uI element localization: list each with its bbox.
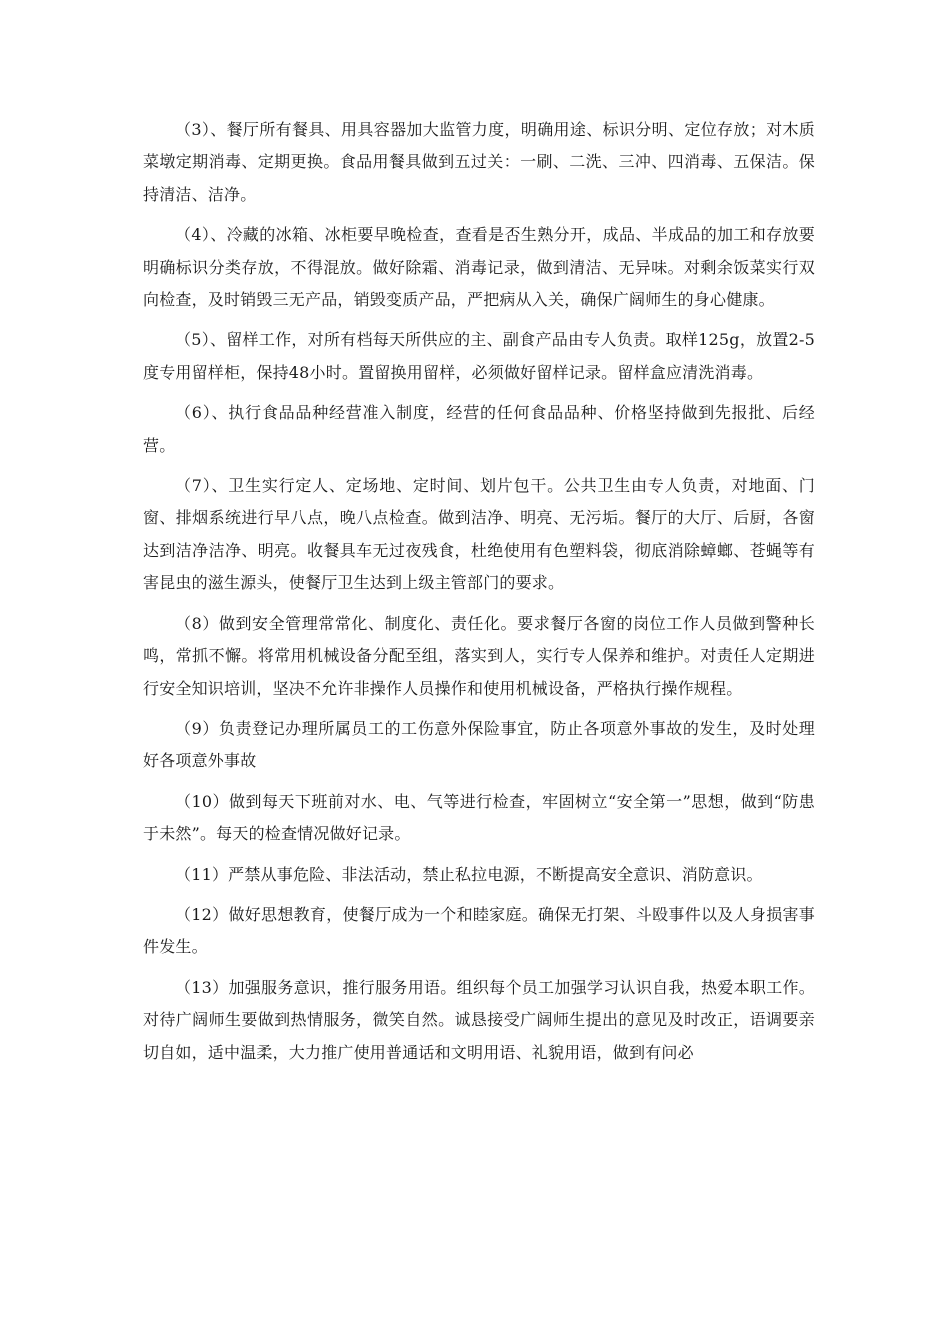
- document-page: [143, 114, 815, 1077]
- paragraph-item-11: （11）严禁从事危险、非法活动，禁止私拉电源，不断提高安全意识、消防意识。: [175, 864, 763, 884]
- paragraph-item-12: （12）做好思想教育，使餐厅成为一个和睦家庭。确保无打架、斗殴事件以及人身损害事件发生。: [143, 904, 815, 957]
- paragraph-item-5: （5）、留样工作，对所有档每天所供应的主、副食产品由专人负责。取样125g，放置2-5度专用留样柜，保持48小时。置留换用留样，必须做好留样记录。留样盒应清洗消毒。: [143, 330, 815, 382]
- paragraph-item-4: （4）、冷藏的冰箱、冰柜要早晚检查，查看是否生熟分开，成品、半成品的加工和存放要明确标识分类存放，不得混放。做好除霜、消毒记录，做到清洁、无异味。对剩余饭菜实行双向检查，及时销毁三无产品，销毁变质产品，严把病从入关，确保广阔师生的身心健康。: [143, 225, 815, 310]
- paragraph-item-3: （3）、餐厅所有餐具、用具容器加大监管力度，明确用途、标识分明、定位存放；对木质菜墩定期消毒、定期更换。食品用餐具做到五过关：一刷、二洗、三冲、四消毒、五保洁。保持清洁、洁净。: [143, 120, 815, 204]
- paragraph-item-10: （10）做到每天下班前对水、电、气等进行检查，牢固树立“安全第一”思想，做到“防患于未然”。每天的检查情况做好记录。: [143, 791, 815, 844]
- paragraph-item-13: （13）加强服务意识，推行服务用语。组织每个员工加强学习认识自我，热爱本职工作。对待广阔师生要做到热情服务，微笑自然。诚恳接受广阔师生提出的意见及时改正，语调要亲切自如，适中温柔，大力推广使用普通话和文明用语、礼貌用语，做到有问必: [143, 977, 815, 1062]
- paragraph-item-6: （6）、执行食品品种经营准入制度，经营的任何食品品种、价格坚持做到先报批、后经营。: [143, 403, 815, 455]
- paragraph-item-9: （9）负责登记办理所属员工的工伤意外保险事宜，防止各项意外事故的发生，及时处理好各项意外事故: [143, 718, 815, 771]
- paragraph-item-8: （8）做到安全管理常常化、制度化、责任化。要求餐厅各窗的岗位工作人员做到警种长鸣，常抓不懈。将常用机械设备分配至组，落实到人，实行专人保养和维护。对责任人定期进行安全知识培训，坚决不允许非操作人员操作和使用机械设备，严格执行操作规程。: [143, 613, 815, 698]
- paragraph-item-7: （7）、卫生实行定人、定场地、定时间、划片包干。公共卫生由专人负责，对地面、门窗、排烟系统进行早八点，晚八点检查。做到洁净、明亮、无污垢。餐厅的大厅、后厨，各窗达到洁净洁净、明亮。收餐具车无过夜残食，杜绝使用有色塑料袋，彻底消除蟑螂、苍蝇等有害昆虫的滋生源头，使餐厅卫生达到上级主管部门的要求。: [143, 476, 815, 593]
